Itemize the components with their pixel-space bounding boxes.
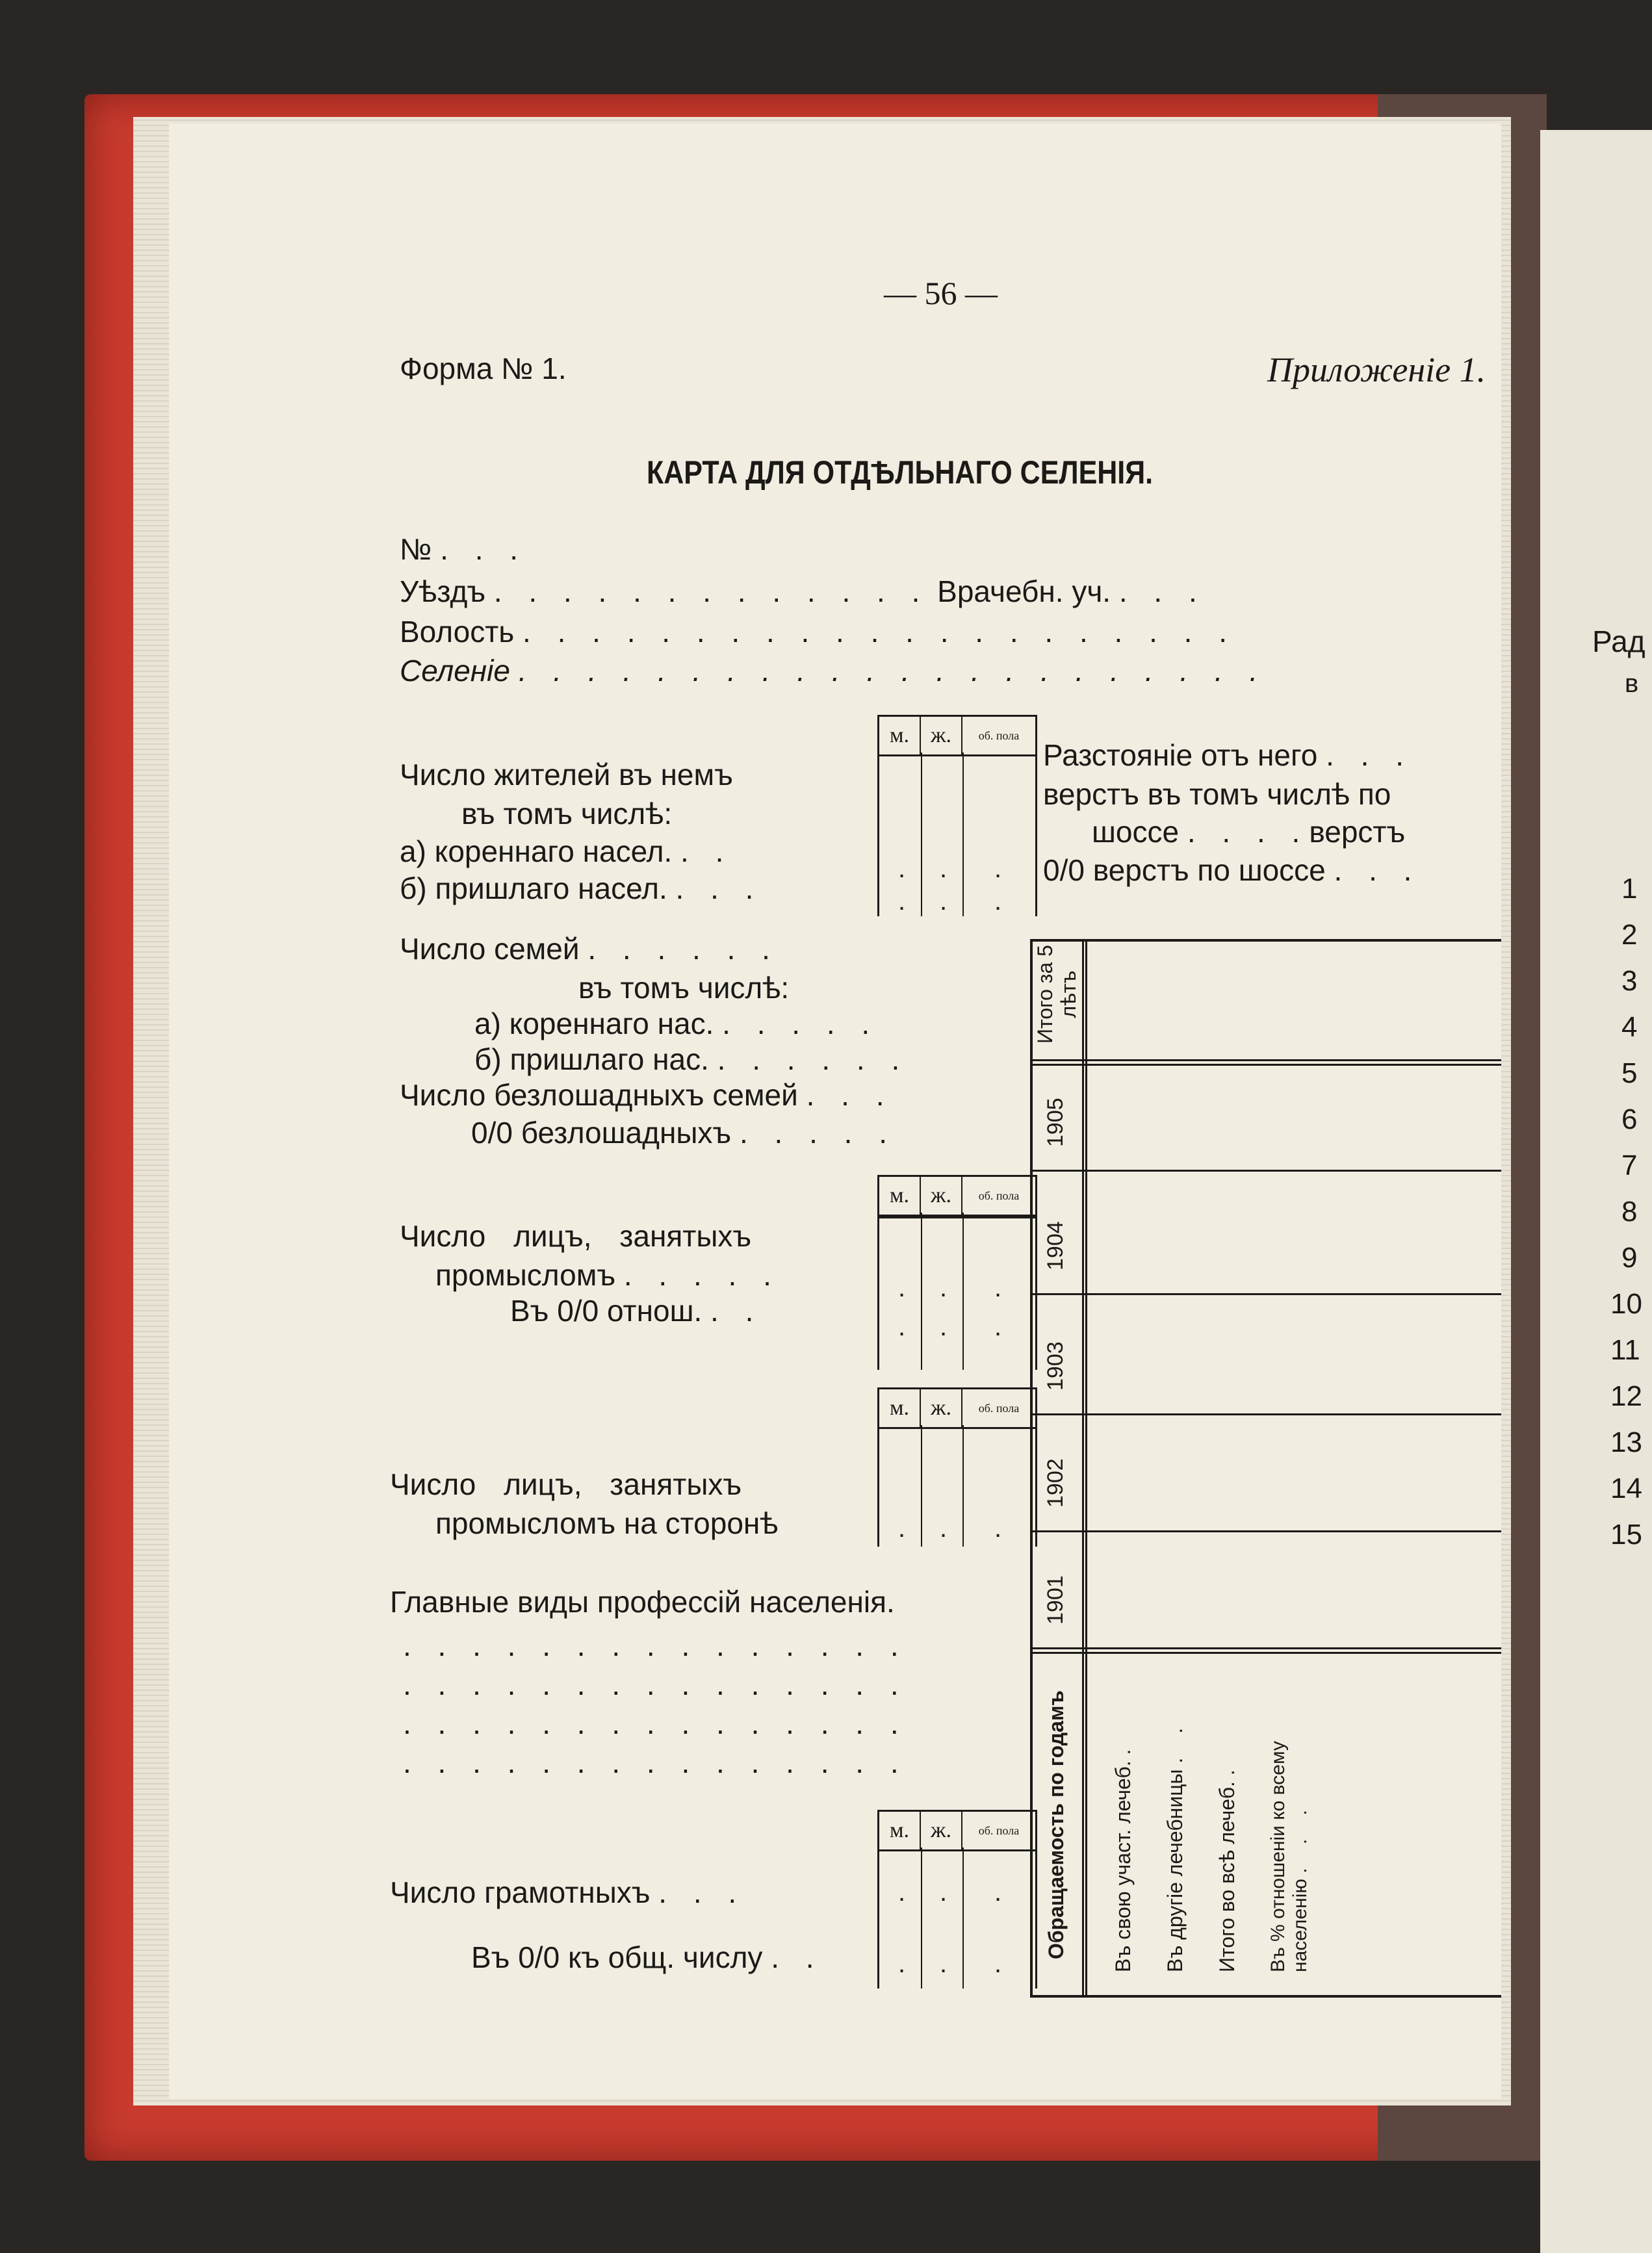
facing-page-row-number: 2	[1621, 919, 1638, 951]
residents-a-label: а) кореннаго насел. . .	[400, 834, 733, 868]
horseless-pct-label: 0/0 безлошадныхъ . . . . .	[471, 1116, 896, 1150]
table-dot: .	[940, 1313, 948, 1341]
facing-page-row-number: 8	[1621, 1196, 1638, 1228]
facing-page-row-number: 14	[1610, 1473, 1642, 1504]
table-dot: .	[898, 1950, 906, 1978]
residents-table: м. ж. об. пола	[877, 715, 1037, 916]
page	[169, 123, 1501, 2099]
selenie-field-label: Селеніе . . . . . . . . . . . . . . . . . . . . . .	[400, 654, 1267, 688]
literacy-table: м. ж. об. пола	[877, 1810, 1037, 1989]
literacy-label: Число грамотныхъ . . .	[390, 1875, 746, 1909]
professions-label: Главные виды профессій населенія.	[390, 1585, 895, 1619]
table-dot: .	[994, 1878, 1002, 1907]
page-number: — 56 —	[884, 275, 998, 311]
distance-line-3: шоссе . . . .верстъ	[1092, 815, 1406, 849]
facing-page-row-number: 5	[1621, 1057, 1638, 1089]
year-header-1903: 1903	[1043, 1341, 1068, 1391]
page-title: КАРТА ДЛЯ ОТДѢЛЬНАГО СЕЛЕНІЯ.	[647, 454, 1154, 491]
number-field-label: № . . .	[400, 532, 528, 566]
trades-sub-label: промысломъ . . . . .	[435, 1258, 781, 1292]
literacy-pct-label: Въ 0/0 къ общ. числу . .	[471, 1940, 823, 1974]
professions-dots-4: . . . . . . . . . . . . . . .	[403, 1745, 908, 1779]
table-dot: .	[898, 1313, 906, 1341]
families-a-label: а) кореннаго нас. . . . . .	[474, 1007, 879, 1040]
table-dot: .	[940, 887, 948, 916]
table-dot: .	[898, 1878, 906, 1907]
families-sub-label: въ томъ числѣ:	[578, 971, 790, 1005]
trades-label: Число лицъ, занятыхъ	[400, 1219, 752, 1253]
table-dot: .	[994, 1514, 1002, 1543]
professions-dots-3: . . . . . . . . . . . . . . .	[403, 1706, 908, 1740]
facing-page-fragment: Рад	[1592, 624, 1646, 658]
professions-dots-1: . . . . . . . . . . . . . . .	[403, 1629, 908, 1662]
facing-page-row-number: 7	[1621, 1150, 1638, 1181]
trades-table: м. ж. об. пола	[877, 1175, 1037, 1370]
visits-col-other: Въ другіе лечебницы . .	[1163, 1718, 1187, 1972]
facing-page-row-number: 1	[1621, 873, 1638, 905]
vrach-uch-label: Врачебн. уч.	[937, 574, 1111, 608]
trades-away-label: Число лицъ, занятыхъ	[390, 1467, 742, 1501]
year-header-1902: 1902	[1043, 1458, 1068, 1508]
table-dot: .	[940, 1274, 948, 1302]
table-dot: .	[898, 1274, 906, 1302]
table-dot: .	[898, 855, 906, 883]
year-header-1901: 1901	[1043, 1575, 1068, 1625]
visits-row-header: Обращаемость по годамъ	[1044, 1690, 1068, 1959]
facing-page-row-number: 15	[1610, 1519, 1642, 1551]
facing-page-row-number: 13	[1610, 1426, 1642, 1458]
table-dot: .	[898, 887, 906, 916]
facing-page-row-number: 6	[1621, 1103, 1638, 1135]
trades-away-sub-label: промысломъ на сторонѣ	[435, 1506, 779, 1540]
residents-sub-label: въ томъ числѣ:	[461, 797, 673, 830]
facing-page-row-number: 3	[1621, 965, 1638, 997]
volost-field-label: Волость . . . . . . . . . . . . . . . . . . . . .	[400, 615, 1237, 649]
facing-page-row-number: 9	[1621, 1242, 1638, 1274]
distance-line-4: 0/0 верстъ по шоссе . . .	[1043, 853, 1421, 887]
facing-page	[1540, 130, 1652, 2253]
year-header-1905: 1905	[1043, 1098, 1068, 1147]
year-header-total: Итого за 5 лѣтъ	[1033, 945, 1080, 1044]
table-dot: .	[898, 1514, 906, 1543]
table-dot: .	[994, 887, 1002, 916]
visits-col-percent: Въ % отношеніи ко всему населенію . . .	[1267, 1741, 1311, 1972]
facing-page-row-number: 11	[1610, 1334, 1640, 1366]
residents-b-label: б) пришлаго насел. . . .	[400, 871, 763, 905]
table-dot: .	[994, 855, 1002, 883]
families-b-label: б) пришлаго нас. . . . . . .	[474, 1042, 909, 1076]
table-dot: .	[940, 1878, 948, 1907]
distance-line-2: верстъ въ томъ числѣ по	[1043, 777, 1391, 811]
appendix-label: Приложеніе 1.	[1267, 350, 1486, 389]
trades-pct-label: Въ 0/0 отнош. . .	[510, 1294, 763, 1328]
facing-page-row-number: 10	[1610, 1288, 1642, 1320]
families-label: Число семей . . . . . .	[400, 932, 779, 966]
facing-page-fragment-2: в	[1625, 669, 1639, 698]
table-dot: .	[940, 1514, 948, 1543]
visits-col-own: Въ свою участ. лечеб. .	[1111, 1740, 1135, 1972]
residents-label: Число жителей въ немъ	[400, 758, 733, 792]
table-dot: .	[994, 1274, 1002, 1302]
table-dot: .	[994, 1313, 1002, 1341]
year-header-1904: 1904	[1043, 1221, 1068, 1270]
form-label: Форма № 1.	[400, 352, 567, 385]
horseless-label: Число безлошадныхъ семей . . .	[400, 1078, 894, 1112]
trades-away-table: м. ж. об. пола	[877, 1387, 1037, 1547]
table-dot: .	[940, 855, 948, 883]
facing-page-row-number: 4	[1621, 1011, 1638, 1043]
facing-page-row-number: 12	[1610, 1380, 1642, 1412]
visits-col-total: Итого во всѣ лечеб. .	[1215, 1760, 1239, 1972]
distance-line-1: Разстояніе отъ него . . .	[1043, 738, 1413, 772]
table-dot: .	[940, 1950, 948, 1978]
uezd-field-label: Уѣздъ . . . . . . . . . . . . . Врачебн. уч. . . .	[400, 574, 1206, 608]
professions-dots-2: . . . . . . . . . . . . . . .	[403, 1667, 908, 1701]
table-dot: .	[994, 1950, 1002, 1978]
